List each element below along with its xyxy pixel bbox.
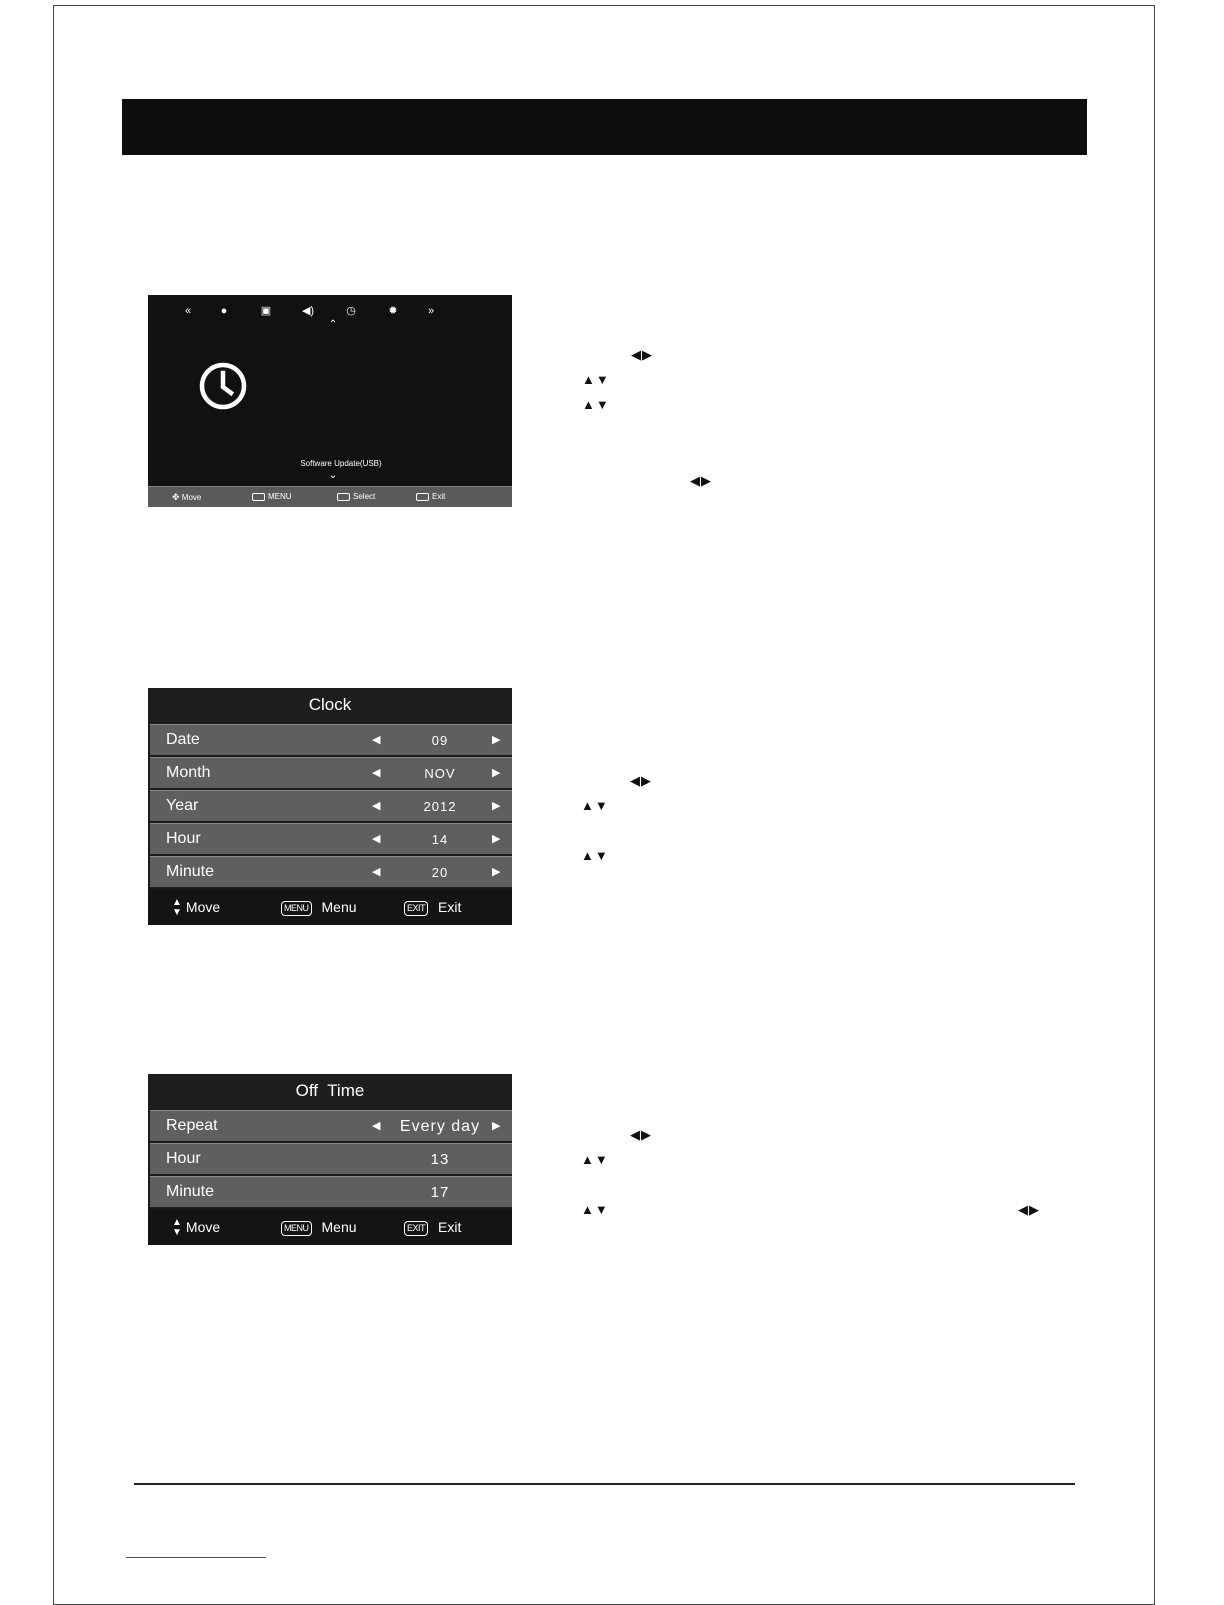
row-label: Minute (166, 1183, 215, 1200)
exit-key-icon: EXIT (404, 1221, 428, 1236)
menu-key-icon: MENU (281, 901, 312, 916)
row-value: 13 (430, 1151, 450, 1168)
up-down-arrows-icon: ▲▼ (582, 397, 610, 412)
screen-icon[interactable]: ▣ (260, 305, 272, 317)
arrow-left-icon[interactable]: ◀ (372, 866, 381, 878)
clock-icon[interactable]: ◷ (346, 305, 356, 317)
row-label: Month (166, 764, 211, 781)
off-time-row-repeat[interactable] (150, 1110, 512, 1141)
exit-key-icon: EXIT (404, 901, 428, 916)
arrow-right-icon[interactable]: ▶ (492, 734, 501, 746)
footer-link-underline[interactable] (126, 1557, 266, 1558)
chevron-right-icon[interactable]: » (427, 305, 435, 317)
clock-row-month[interactable] (150, 757, 512, 788)
hint-move: ✥ Move (172, 492, 202, 502)
row-value: Every day (399, 1118, 481, 1135)
row-label: Hour (166, 1150, 201, 1167)
hint-move: ▲ ▼ Move (172, 1217, 221, 1239)
clock-row-hour[interactable] (150, 823, 512, 854)
scroll-up-icon[interactable]: ⌃ (328, 319, 338, 330)
row-value: 09 (431, 733, 449, 748)
off-time-panel-title: Off Time (148, 1074, 512, 1108)
left-right-arrows-icon: ◀▶ (630, 773, 652, 788)
hint-exit: EXIT Exit (404, 889, 461, 925)
off-time-row-minute[interactable] (150, 1176, 512, 1207)
main-menu-screenshot (148, 295, 512, 507)
move-cross-icon: ✥ (172, 492, 180, 502)
large-clock-icon (198, 361, 248, 411)
hint-exit: EXIT Exit (404, 1209, 461, 1245)
picture-icon[interactable]: ● (220, 305, 228, 317)
left-right-arrows-icon: ◀▶ (690, 473, 712, 488)
row-label: Hour (166, 830, 201, 847)
up-down-arrows-icon: ▲▼ (581, 798, 609, 813)
left-right-arrows-icon: ◀▶ (1018, 1202, 1040, 1217)
clock-panel-footer (148, 889, 512, 925)
arrow-right-icon[interactable]: ▶ (492, 833, 501, 845)
row-value: 20 (431, 865, 449, 880)
exit-key-icon (416, 493, 429, 501)
row-value: 14 (431, 832, 449, 847)
menu-key-icon: MENU (281, 1221, 312, 1236)
arrow-left-icon[interactable]: ◀ (372, 800, 381, 812)
off-time-panel (148, 1074, 512, 1245)
arrow-left-icon[interactable]: ◀ (372, 734, 381, 746)
arrow-right-icon[interactable]: ▶ (492, 866, 501, 878)
row-label: Year (166, 797, 199, 814)
off-time-panel-footer (148, 1209, 512, 1245)
hint-exit: Exit (416, 491, 445, 503)
clock-row-minute[interactable] (150, 856, 512, 887)
gear-icon[interactable]: ✹ (388, 305, 398, 317)
sound-icon[interactable]: ◀) (301, 305, 315, 317)
clock-row-year[interactable] (150, 790, 512, 821)
row-value: 2012 (423, 799, 457, 814)
hint-bar (148, 486, 512, 507)
menu-key-icon (252, 493, 265, 501)
arrow-right-icon[interactable]: ▶ (492, 800, 501, 812)
left-right-arrows-icon: ◀▶ (630, 1127, 652, 1142)
footer-divider (134, 1483, 1075, 1485)
enter-key-icon (337, 493, 350, 501)
row-label: Minute (166, 863, 215, 880)
off-time-row-hour[interactable] (150, 1143, 512, 1174)
clock-panel (148, 688, 512, 925)
clock-row-date[interactable] (150, 724, 512, 755)
chevron-left-icon[interactable]: « (184, 305, 192, 317)
arrow-left-icon[interactable]: ◀ (372, 1120, 381, 1132)
header-bar (122, 99, 1087, 155)
arrow-left-icon[interactable]: ◀ (372, 833, 381, 845)
menu-item-software-update[interactable]: Software Update(USB) (300, 459, 382, 468)
left-right-arrows-icon: ◀▶ (631, 347, 653, 362)
hint-menu: MENU Menu (281, 1209, 357, 1245)
up-down-arrows-icon: ▲▼ (581, 1152, 609, 1167)
hint-move: ▲ ▼ Move (172, 897, 221, 919)
arrow-right-icon[interactable]: ▶ (492, 767, 501, 779)
arrow-right-icon[interactable]: ▶ (492, 1120, 501, 1132)
row-value: 17 (430, 1184, 450, 1201)
row-label: Date (166, 731, 200, 748)
row-value: NOV (424, 766, 456, 781)
hint-select: Select (337, 491, 375, 503)
hint-menu: MENU Menu (281, 889, 357, 925)
up-down-icon: ▲ ▼ (172, 1217, 182, 1239)
up-down-arrows-icon: ▲▼ (581, 848, 609, 863)
up-down-arrows-icon: ▲▼ (581, 1202, 609, 1217)
scroll-down-icon[interactable]: ⌄ (328, 470, 338, 481)
row-label: Repeat (166, 1117, 218, 1134)
up-down-icon: ▲ ▼ (172, 897, 182, 919)
up-down-arrows-icon: ▲▼ (582, 372, 610, 387)
arrow-left-icon[interactable]: ◀ (372, 767, 381, 779)
hint-menu: MENU (252, 491, 292, 503)
clock-panel-title: Clock (148, 688, 512, 722)
menu-icon-row (148, 303, 512, 319)
